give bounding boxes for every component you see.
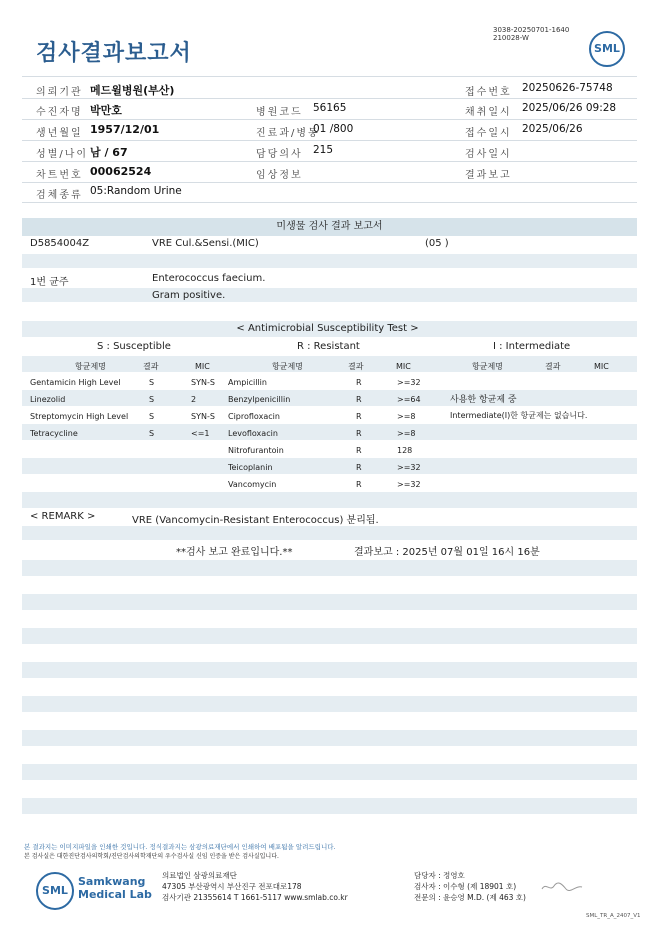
ast-drug-cell: Ampicillin bbox=[228, 378, 267, 387]
legend-intermediate: I : Intermediate bbox=[493, 341, 571, 352]
report-code-line1: 3038-20250701-1640 bbox=[493, 26, 570, 34]
remark-text: VRE (Vancomycin-Resistant Enterococcus) 분리됨. bbox=[132, 515, 379, 526]
row-divider bbox=[22, 98, 637, 99]
ast-result-cell: R bbox=[356, 378, 362, 387]
staff-manager: 담당자 : 정영호 bbox=[414, 871, 465, 880]
ast-result-cell: S bbox=[149, 395, 155, 404]
intermediate-note-1: 사용한 항균제 중 bbox=[450, 395, 517, 405]
form-code: SML_TR_A_2407_V1 bbox=[586, 913, 641, 919]
staff-tester: 검사자 : 이수형 (제 18901 호) bbox=[414, 882, 517, 891]
field-value: 1957/12/01 bbox=[90, 123, 160, 136]
band bbox=[22, 305, 637, 319]
ast-mic-cell: >=32 bbox=[397, 378, 421, 387]
band bbox=[22, 254, 637, 268]
footer-staff-block bbox=[414, 870, 526, 903]
band bbox=[22, 628, 637, 644]
ast-result-cell: R bbox=[356, 446, 362, 455]
field-label: 생년월일 bbox=[36, 128, 83, 139]
field-label: 병원코드 bbox=[256, 107, 303, 118]
field-value: 2025/06/26 bbox=[522, 123, 583, 135]
field-label: 의뢰기관 bbox=[36, 87, 83, 98]
band bbox=[22, 424, 637, 440]
field-value: 2025/06/26 09:28 bbox=[522, 102, 617, 114]
brand-line2: Medical Lab bbox=[78, 888, 152, 901]
field-label: 담당의사 bbox=[256, 149, 303, 160]
footer-address: 47305 부산광역시 부산진구 전포대로178 bbox=[162, 882, 302, 891]
ast-mic-cell: 128 bbox=[397, 446, 413, 455]
ast-mic-cell: >=64 bbox=[397, 395, 421, 404]
ast-result-cell: R bbox=[356, 429, 362, 438]
col2-drug-header: 항균제명 bbox=[272, 362, 303, 371]
staff-specialist: 전문의 : 윤승영 M.D. (제 463 호) bbox=[414, 893, 526, 902]
row-divider bbox=[22, 161, 637, 162]
field-label: 결과보고 bbox=[465, 170, 512, 181]
test-id: D5854004Z bbox=[30, 238, 90, 249]
ast-drug-cell: Vancomycin bbox=[228, 480, 277, 489]
col1-mic-header: MIC bbox=[195, 362, 210, 371]
sml-logo: SML bbox=[589, 31, 625, 67]
ast-mic-cell: >=32 bbox=[397, 463, 421, 472]
ast-result-cell: R bbox=[356, 463, 362, 472]
ast-mic-cell: 2 bbox=[191, 395, 197, 404]
field-label: 접수일시 bbox=[465, 128, 512, 139]
band bbox=[22, 764, 637, 780]
field-label: 검사일시 bbox=[465, 149, 512, 160]
field-value: 박만호 bbox=[90, 104, 122, 117]
notice-image-print: 본 결과지는 이미지파일을 인쇄한 것입니다. 정식결과지는 삼광의료재단에서 인쇄하여 배포됨을 알려드립니다. bbox=[24, 843, 336, 851]
footer-brand bbox=[78, 875, 152, 901]
field-value: 215 bbox=[313, 144, 334, 156]
ast-mic-cell: >=8 bbox=[397, 429, 416, 438]
footer-sml-logo: SML bbox=[36, 872, 74, 910]
field-label: 차트번호 bbox=[36, 170, 83, 181]
row-divider bbox=[22, 182, 637, 183]
gram-stain: Gram positive. bbox=[152, 290, 226, 301]
intermediate-note-2: Intermediate(I)한 항균제는 없습니다. bbox=[450, 411, 588, 420]
row-divider bbox=[22, 202, 637, 203]
brand-line1: Samkwang bbox=[78, 875, 146, 888]
band bbox=[22, 662, 637, 678]
band bbox=[22, 730, 637, 746]
band bbox=[22, 390, 637, 406]
col1-drug-header: 항균제명 bbox=[75, 362, 106, 371]
ast-result-cell: S bbox=[149, 429, 155, 438]
ast-result-cell: R bbox=[356, 412, 362, 421]
band bbox=[22, 798, 637, 814]
legend-susceptible: S : Susceptible bbox=[97, 341, 171, 352]
report-title: 검사결과보고서 bbox=[36, 41, 192, 66]
band bbox=[22, 526, 637, 540]
ast-mic-cell: >=32 bbox=[397, 480, 421, 489]
ast-title: < Antimicrobial Susceptibility Test > bbox=[236, 323, 419, 334]
field-value: 메드윌병원(부산) bbox=[90, 84, 175, 97]
ast-mic-cell: SYN-S bbox=[191, 412, 215, 421]
col1-result-header: 결과 bbox=[143, 362, 159, 371]
footer-contact: 검사기관 21355614 T 1661-5117 www.smlab.co.kr bbox=[162, 893, 348, 902]
signature bbox=[540, 880, 584, 894]
field-label: 검체종류 bbox=[36, 190, 83, 201]
ast-result-cell: R bbox=[356, 480, 362, 489]
report-complete: **검사 보고 완료입니다.** bbox=[176, 547, 293, 558]
band bbox=[22, 288, 637, 302]
report-code-line2: 210028-W bbox=[493, 34, 529, 42]
col3-result-header: 결과 bbox=[545, 362, 561, 371]
ast-mic-cell: SYN-S bbox=[191, 378, 215, 387]
ast-result-cell: R bbox=[356, 395, 362, 404]
ast-mic-cell: >=8 bbox=[397, 412, 416, 421]
report-code bbox=[493, 26, 569, 42]
field-label: 임상정보 bbox=[256, 170, 303, 181]
ast-mic-cell: <=1 bbox=[191, 429, 210, 438]
band bbox=[22, 560, 637, 576]
field-value: 남 / 67 bbox=[90, 146, 128, 159]
band bbox=[22, 492, 637, 508]
ast-result-cell: S bbox=[149, 378, 155, 387]
row-divider bbox=[22, 76, 637, 77]
remark-label: < REMARK > bbox=[30, 511, 96, 522]
field-label: 성별/나이 bbox=[36, 149, 89, 160]
field-value: 00062524 bbox=[90, 165, 152, 178]
col2-result-header: 결과 bbox=[348, 362, 364, 371]
field-label: 채취일시 bbox=[465, 107, 512, 118]
row-divider bbox=[22, 119, 637, 120]
col3-mic-header: MIC bbox=[594, 362, 609, 371]
field-value: 56165 bbox=[313, 102, 347, 114]
organism-name: Enterococcus faecium. bbox=[152, 273, 266, 284]
field-value: 20250626-75748 bbox=[522, 82, 613, 94]
field-label: 진료과/병동 bbox=[256, 128, 320, 139]
report-time: 결과보고 : 2025년 07월 01일 16시 16분 bbox=[354, 547, 540, 558]
col2-mic-header: MIC bbox=[396, 362, 411, 371]
organism-label: 1번 균주 bbox=[30, 277, 69, 288]
ast-result-cell: S bbox=[149, 412, 155, 421]
test-name: VRE Cul.&Sensi.(MIC) bbox=[152, 238, 259, 249]
notice-certification: 본 검사실은 대한진단검사의학회/진단검사의학재단의 우수검사실 신임 인증을 받은 검사실입니다. bbox=[24, 853, 279, 860]
field-label: 접수번호 bbox=[465, 87, 512, 98]
ast-drug-cell: Streptomycin High Level bbox=[30, 412, 129, 421]
band bbox=[22, 696, 637, 712]
ast-drug-cell: Nitrofurantoin bbox=[228, 446, 284, 455]
ast-drug-cell: Ciprofloxacin bbox=[228, 412, 280, 421]
band bbox=[22, 458, 637, 474]
col3-drug-header: 항균제명 bbox=[472, 362, 503, 371]
test-code: (05 ) bbox=[425, 238, 449, 249]
field-label: 수진자명 bbox=[36, 107, 83, 118]
ast-drug-cell: Gentamicin High Level bbox=[30, 378, 121, 387]
micro-section-title: 미생물 검사 결과 보고서 bbox=[22, 218, 637, 236]
legend-resistant: R : Resistant bbox=[297, 341, 360, 352]
ast-drug-cell: Linezolid bbox=[30, 395, 66, 404]
footer-org: 의료법인 삼광의료재단 bbox=[162, 871, 237, 880]
band bbox=[22, 594, 637, 610]
ast-drug-cell: Levofloxacin bbox=[228, 429, 278, 438]
ast-drug-cell: Tetracycline bbox=[30, 429, 78, 438]
field-value: 05:Random Urine bbox=[90, 185, 182, 197]
row-divider bbox=[22, 140, 637, 141]
ast-drug-cell: Teicoplanin bbox=[228, 463, 273, 472]
ast-drug-cell: Benzylpenicillin bbox=[228, 395, 291, 404]
footer-org-block bbox=[162, 870, 348, 903]
field-value: 01 /800 bbox=[313, 123, 354, 135]
